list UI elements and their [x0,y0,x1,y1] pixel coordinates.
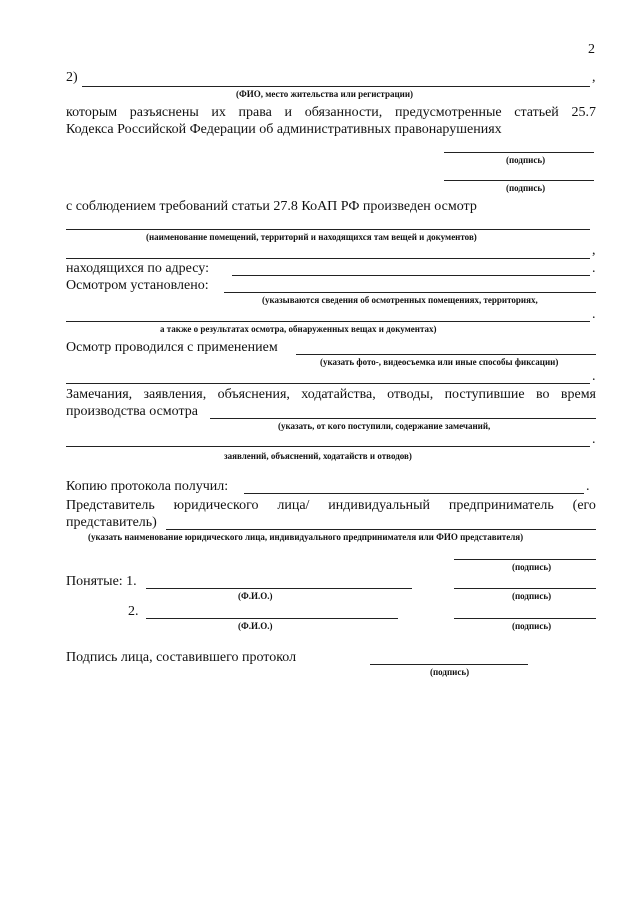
witness-2-signature-line [454,618,596,619]
witness-1-signature-caption: (подпись) [512,591,552,601]
remarks-line-2 [66,446,590,447]
witness-1-caption: (Ф.И.О.) [238,591,273,601]
witness-2-signature-caption: (подпись) [512,621,552,631]
established-caption-2: а также о результатах осмотра, обнаруженных вещах и документах) [160,324,437,334]
address-label: находящихся по адресу: [66,261,209,276]
witness-1-line [146,588,412,589]
representative-caption: (указать наименование юридического лица, индивидуального предпринимателя или ФИО представителя) [88,532,524,542]
comma: , [592,243,596,258]
witness-2-line [146,618,398,619]
page-number: 2 [588,42,595,57]
established-label: Осмотром установлено: [66,278,209,293]
applied-label: Осмотр проводился с применением [66,340,278,355]
premises-line-2 [66,258,590,259]
compiler-signature-caption: (подпись) [430,667,470,677]
item-number: 2) [66,70,78,85]
remarks-caption-1: (указать, от кого поступили, содержание замечаний, [278,421,491,431]
comma: , [592,70,596,85]
inspection-text: с соблюдением требований статьи 27.8 КоАП РФ произведен осмотр [66,199,477,214]
signature-caption-3: (подпись) [512,562,552,572]
rights-line-2: Кодекса Российской Федерации об административных правонарушениях [66,122,502,137]
premises-caption: (наименование помещений, территорий и находящихся там вещей и документов) [146,232,477,242]
address-line [232,275,590,276]
dot: . [592,369,596,384]
dot: . [592,307,596,322]
established-line-2 [66,321,590,322]
representative-line-2: представитель) [66,515,157,530]
witness-2-caption: (Ф.И.О.) [238,621,273,631]
remarks-line-2: производства осмотра [66,404,198,419]
signature-caption-2: (подпись) [506,183,546,193]
representative-line [166,529,596,530]
remarks-line [210,418,596,419]
dot: . [586,479,590,494]
compiler-label: Подпись лица, составившего протокол [66,650,297,665]
established-line [224,292,596,293]
witness-2-number: 2. [128,604,139,619]
applied-line-2 [66,383,590,384]
signature-caption-1: (подпись) [506,155,546,165]
copy-label: Копию протокола получил: [66,479,229,494]
compiler-signature-line [370,664,528,665]
dot: . [592,432,596,447]
witness-1-signature-line [454,588,596,589]
person-fio-line [82,86,590,87]
signature-line-2 [444,180,594,181]
copy-line [244,493,584,494]
premises-line [66,229,590,230]
representative-line-1: Представитель юридического лица/ индивидуальный предприниматель (его [66,498,596,513]
applied-caption: (указать фото-, видеосъемка или иные способы фиксации) [320,357,559,367]
signature-line-1 [444,152,594,153]
rights-line-1: которым разъяснены их права и обязанности, предусмотренные статьей 25.7 [66,105,596,120]
remarks-caption-2: заявлений, объяснений, ходатайств и отводов) [224,451,412,461]
remarks-line-1: Замечания, заявления, объяснения, ходатайства, отводы, поступившие во время [66,387,596,402]
established-caption-1: (указываются сведения об осмотренных помещениях, территориях, [262,295,538,305]
witnesses-label: Понятые: 1. [66,574,137,589]
signature-line-3 [454,559,596,560]
fio-caption: (ФИО, место жительства или регистрации) [236,89,413,99]
dot: . [592,261,596,276]
applied-line [296,354,596,355]
